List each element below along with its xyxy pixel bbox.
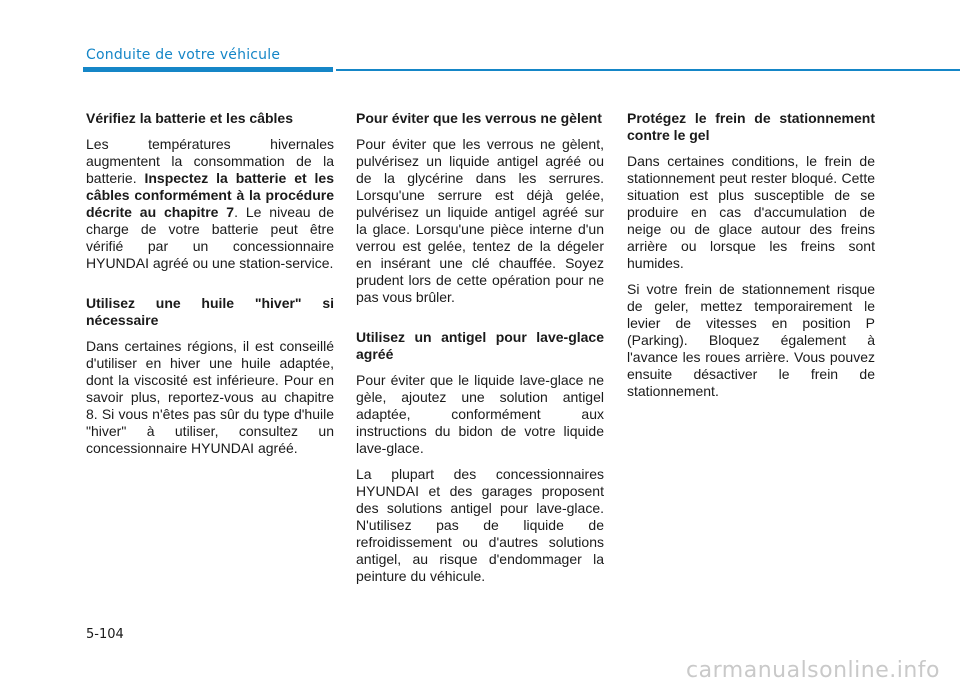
page-number: 5-104 — [86, 627, 124, 642]
section-title: Conduite de votre véhicule — [86, 47, 281, 63]
paragraph-battery-bold: Inspectez la batterie et les câbles conformément à la procédure décrite au chapitre 7 — [86, 170, 334, 220]
paragraph-winter-oil: Dans certaines régions, il est conseillé d'utiliser en hiver une huile adaptée, dont la viscosité est inférieure. Pour en savoir plus, reportez-vous au chapitre 8. Si vous n'êtes pas sûr du type d'huile "hiver" à utiliser, consultez un concessionnaire HYUNDAI agréé. — [86, 338, 334, 456]
paragraph-battery — [86, 136, 334, 272]
paragraph-parking-brake-conditions: Dans certaines conditions, le frein de stationnement peut rester bloqué. Cette situation est plus susceptible de se produire en cas d'accumulation de neige ou de glace autour des freins arrière ou lorsque les freins sont humides. — [627, 153, 875, 271]
paragraph-dealers: La plupart des concessionnaires HYUNDAI et des garages proposent des solutions antigel pour lave-glace. N'utilisez pas de liquide de refroidissement ou d'autres solutions antigel, au risque d'endommager la peinture du véhicule. — [356, 466, 604, 584]
heading-battery: Vérifiez la batterie et les câbles — [86, 110, 293, 126]
column-1 — [86, 110, 334, 466]
watermark: carmanualsonline.info — [686, 658, 940, 683]
paragraph-battery-text-a: Les températures hivernales augmentent la consommation de la batterie. — [86, 136, 334, 186]
column-2 — [356, 110, 604, 594]
header-rule-thick — [83, 67, 333, 72]
heading-locks: Pour éviter que les verrous ne gèlent — [356, 110, 602, 126]
column-3 — [627, 110, 875, 409]
section-gap — [86, 281, 334, 295]
section-gap — [356, 315, 604, 329]
heading-parking-brake: Protégez le frein de stationnement contre le gel — [627, 110, 875, 143]
paragraph-battery-text-b: . Le niveau de charge de votre batterie peut être vérifié par un concessionnaire HYUNDAI agréé ou une station-service. — [86, 204, 334, 271]
paragraph-washer-antifreeze: Pour éviter que le liquide lave-glace ne gèle, ajoutez une solution antigel adaptée, conformément aux instructions du bidon de votre liquide lave-glace. — [356, 372, 604, 456]
heading-washer-antifreeze: Utilisez un antigel pour lave-glace agréé — [356, 329, 604, 362]
paragraph-parking-brake-advice: Si votre frein de stationnement risque de geler, mettez temporairement le levier de vitesses en position P (Parking). Bloquez également à l'avance les roues arrière. Vous pouvez ensuite désactiver le frein de stationnement. — [627, 281, 875, 399]
paragraph-locks: Pour éviter que les verrous ne gèlent, pulvérisez un liquide antigel agréé ou de la glycérine dans les serrures. Lorsqu'une serrure est déjà gelée, pulvérisez un liquide antigel agréé sur la glace. Lorsqu'une pièce interne d'un verrou est gelée, tentez de la dégeler en insérant une clé chauffée. Soyez prudent lors de cette opération pour ne pas vous brûler. — [356, 136, 604, 305]
heading-winter-oil: Utilisez une huile "hiver" si nécessaire — [86, 295, 334, 328]
header-rule-thin — [336, 69, 960, 71]
